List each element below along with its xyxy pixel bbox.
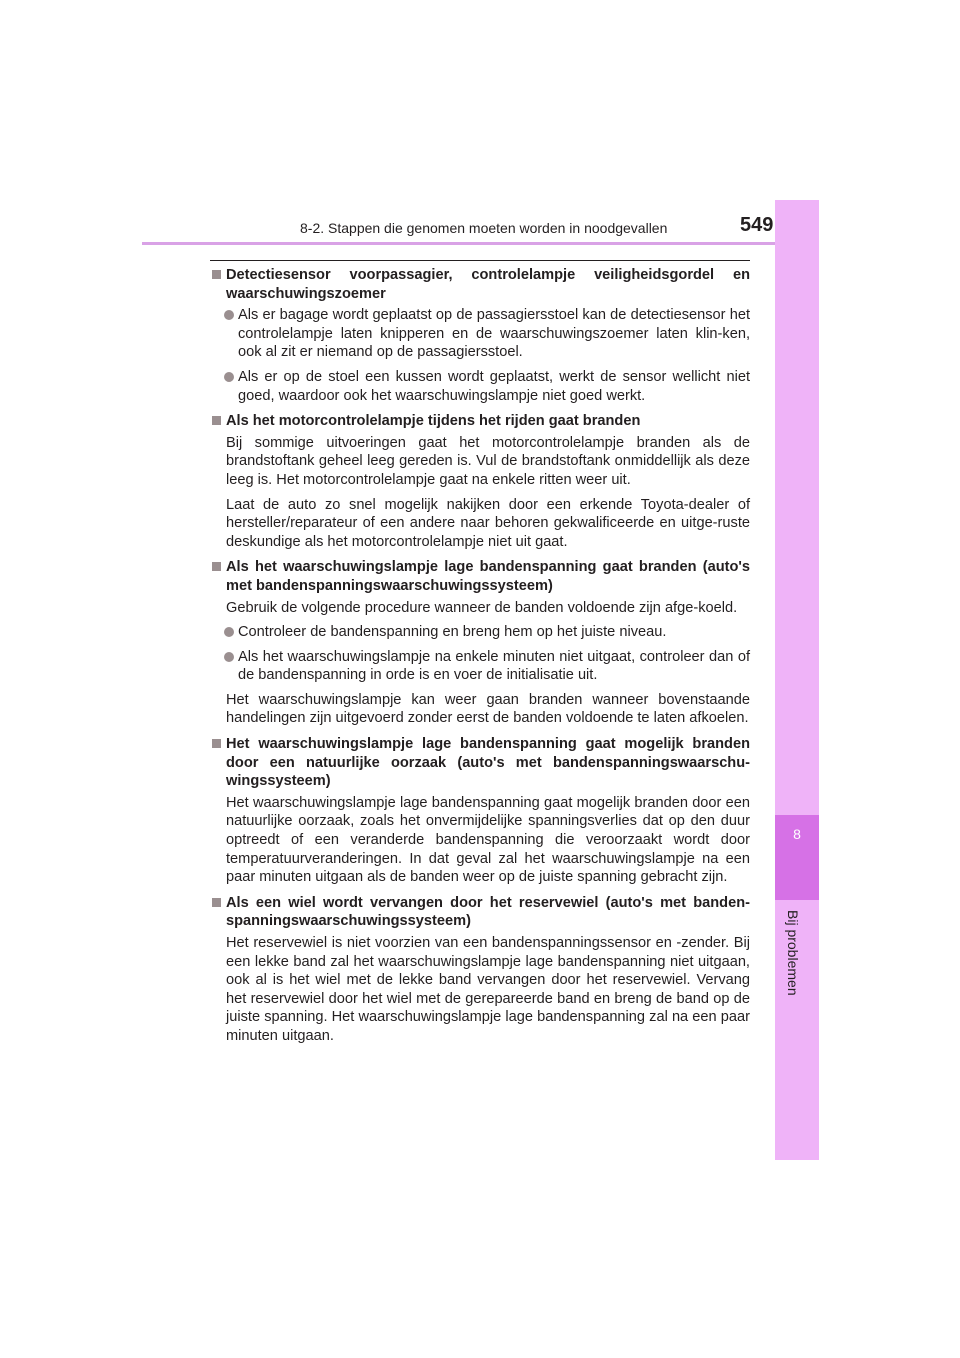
section-heading-text: Detectiesensor voorpassagier, controlelampje veiligheidsgordel en waarschuwingszoemer [226,267,750,302]
section-heading-text: Als een wiel wordt vervangen door het reservewiel (auto's met banden-spanningswaarschuwingssysteem) [226,894,750,930]
list-item-text: Als er bagage wordt geplaatst op de passagiersstoel kan de detectiesensor het controlelampje laten knipperen en de waarschuwingszoemer laten klin-ken, ook al zit er niemand op de passagiersstoel. [238,307,750,361]
header-divider [142,242,818,245]
section-heading-text: Als het waarschuwingslampje lage bandenspanning gaat branden (auto's met bandenspanningswaarschuwingssysteem) [226,559,750,594]
chapter-tab-strip [775,200,819,1160]
section-engine-lamp [212,412,750,551]
section-heading [212,735,750,791]
circle-bullet-icon [224,652,234,662]
paragraph: Bij sommige uitvoeringen gaat het motorcontrolelampje branden als de brandstoftank geheel leeg gereden is. Vul de brandstoftank onmiddellijk als deze leeg is. Het motorcontrolelampje gaat na enkele ritten weer uit. [226,434,750,488]
list-item [212,648,750,685]
circle-bullet-icon [224,627,234,637]
square-bullet-icon [212,739,221,748]
chapter-number: 8 [793,826,801,842]
section-heading-text: Als het motorcontrolelampje tijdens het rijden gaat branden [226,413,641,430]
section-natural-cause [212,735,750,887]
circle-bullet-icon [224,372,234,382]
page-number: 549 [740,214,774,236]
paragraph: Het reservewiel is niet voorzien van een bandenspanningssensor en -zender. Bij een lekke band zal het waarschuwingslampje lage bandenspanning niet uitgaan, ook al is het wiel met de lekke band vervangen door het reservewiel. Vervang het reservewiel door het wiel met de gerepareerde band en breng de band op de juiste spanning. Het waarschuwingslampje lage bandenspanning zal na een paar minuten uitgaan. [226,935,750,1044]
list-item [212,623,750,642]
square-bullet-icon [212,270,221,279]
paragraph: Het waarschuwingslampje kan weer gaan branden wanneer bovenstaande handelingen zijn uitgevoerd zonder eerst de banden voldoende te laten afkoelen. [226,691,750,727]
content-top-rule [210,260,750,261]
square-bullet-icon [212,898,221,907]
section-heading-text: Het waarschuwingslampje lage bandenspanning gaat mogelijk branden door een natuurlijke oorzaak (auto's met bandenspanningswaarschu-wingssysteem) [226,736,750,790]
paragraph: Gebruik de volgende procedure wanneer de banden voldoende zijn afge-koeld. [226,599,738,616]
header-section-title: 8-2. Stappen die genomen moeten worden in noodgevallen [300,220,668,236]
list-item-text: Controleer de bandenspanning en breng hem op het juiste niveau. [238,624,667,641]
paragraph: Laat de auto zo snel mogelijk nakijken door een erkende Toyota-dealer of hersteller/reparateur of een andere naar behoren gekwalificeerde en uitge-ruste deskundige als het motorcontrolelampje niet uit gaat. [226,496,750,550]
list-item-text: Als er op de stoel een kussen wordt geplaatst, werkt de sensor wellicht niet goed, waardoor ook het waarschuwingslampje niet goed werkt. [238,368,750,404]
section-heading [212,266,750,303]
square-bullet-icon [212,562,221,571]
section-passenger-sensor [212,266,750,405]
section-tire-pressure-lamp [212,558,750,728]
section-heading [212,558,750,595]
paragraph: Het waarschuwingslampje lage bandenspanning gaat mogelijk branden door een natuurlijke oorzaak, zoals het onvermijdelijke spanningsverlies dat op den duur optreedt of een veranderde bandenspanning die veroorzaakt wordt door temperatuurveranderingen. In dat geval zal het waarschuwingslampje na een paar minuten uitgaan als de banden weer op de juiste spanning gebracht zijn. [226,794,750,886]
page-content [212,266,750,1053]
section-heading [212,412,750,431]
list-item [212,306,750,362]
chapter-label: Bij problemen [785,910,801,996]
section-spare-wheel [212,894,750,1046]
circle-bullet-icon [224,310,234,320]
square-bullet-icon [212,416,221,425]
section-heading [212,894,750,931]
list-item-text: Als het waarschuwingslampje na enkele minuten niet uitgaat, controleer dan of de bandenspanning in orde is en voer de initialisatie uit. [238,648,750,684]
list-item [212,368,750,405]
